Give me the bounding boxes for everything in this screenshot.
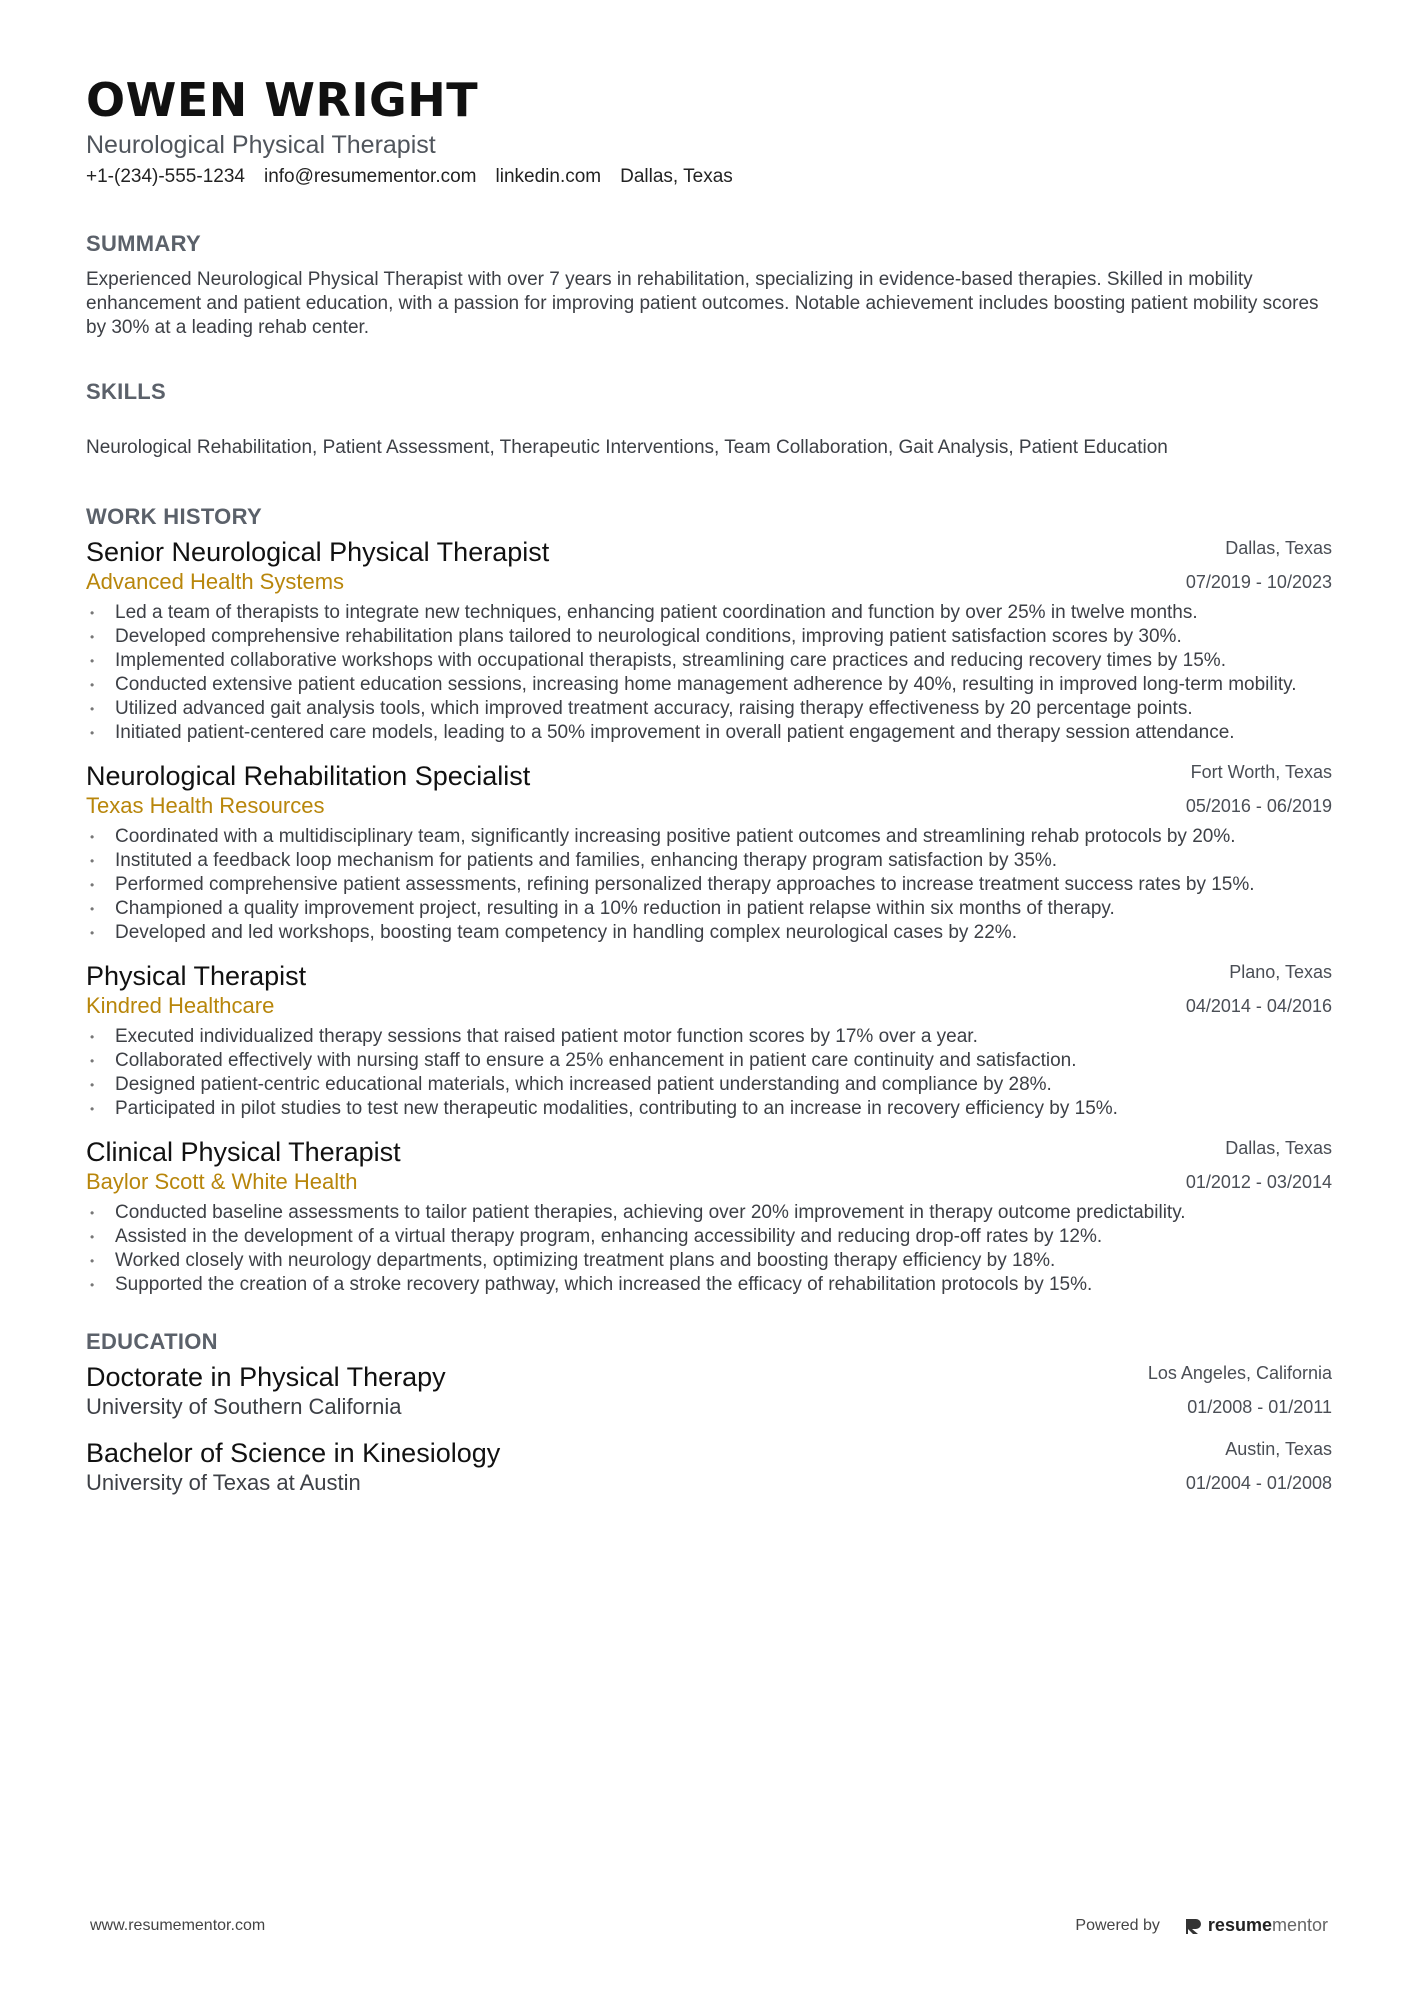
skills-section (86, 378, 1332, 460)
job-dates: 01/2012 - 03/2014 (1185, 1172, 1332, 1192)
candidate-name: OWEN WRIGHT (86, 73, 479, 127)
education-school: University of Texas at Austin (86, 1470, 361, 1495)
page-footer (90, 1915, 1328, 1936)
brand-name-bold: resume (1207, 1915, 1272, 1935)
job-company: Advanced Health Systems (86, 569, 345, 594)
section-title-summary: SUMMARY (86, 231, 201, 256)
job-bullet: • Conducted baseline assessments to tailor patient therapies, achieving over 20% improvement in therapy outcome predictability. (86, 1201, 1332, 1225)
contact-line (86, 164, 1332, 190)
job-title: Physical Therapist (86, 961, 307, 991)
job-bullet-list (86, 1201, 1332, 1297)
job-entry (86, 1135, 1332, 1297)
section-title-work: WORK HISTORY (86, 504, 262, 529)
education-entry (86, 1360, 1332, 1420)
footer-website[interactable]: www.resumementor.com (90, 1916, 266, 1934)
job-entry (86, 535, 1332, 745)
job-location: Dallas, Texas (1225, 1138, 1332, 1158)
job-bullet: • Initiated patient-centered care models, leading to a 50% improvement in overall patient engagement and therapy session attendance. (86, 721, 1332, 745)
job-header-row (86, 959, 1332, 993)
job-company-row (86, 1169, 1332, 1195)
job-company: Texas Health Resources (86, 793, 325, 818)
job-bullet: • Developed and led workshops, boosting team competency in handling complex neurological cases by 22%. (86, 921, 1332, 945)
contact-phone: +1-(234)-555-1234 (86, 166, 245, 187)
job-bullet: • Collaborated effectively with nursing staff to ensure a 25% enhancement in patient care continuity and satisfaction. (86, 1049, 1332, 1073)
job-bullet: • Instituted a feedback loop mechanism for patients and families, enhancing therapy program satisfaction by 35%. (86, 849, 1332, 873)
education-school: University of Southern California (86, 1394, 402, 1419)
job-company-row (86, 569, 1332, 595)
job-bullet: • Championed a quality improvement project, resulting in a 10% reduction in patient relapse within six months of therapy. (86, 897, 1332, 921)
job-bullet: • Executed individualized therapy sessions that raised patient motor function scores by 17% over a year. (86, 1025, 1332, 1049)
job-header-row (86, 759, 1332, 793)
education-degree: Doctorate in Physical Therapy (86, 1362, 446, 1392)
job-bullet: • Developed comprehensive rehabilitation plans tailored to neurological conditions, improving patient satisfaction scores by 30%. (86, 625, 1332, 649)
education-dates: 01/2008 - 01/2011 (1187, 1397, 1332, 1417)
resume-header (86, 72, 1332, 190)
resumementor-logo-icon (1184, 1917, 1202, 1935)
job-bullet: • Conducted extensive patient education sessions, increasing home management adherence by 40%, resulting in improved long-term mobility. (86, 673, 1332, 697)
education-entry (86, 1436, 1332, 1496)
contact-linkedin[interactable]: linkedin.com (495, 166, 602, 187)
job-company-row (86, 793, 1332, 819)
job-header-row (86, 1135, 1332, 1169)
job-entry (86, 959, 1332, 1121)
job-bullet: • Participated in pilot studies to test new therapeutic modalities, contributing to an increase in recovery efficiency by 15%. (86, 1097, 1332, 1121)
section-title-skills: SKILLS (86, 379, 167, 404)
summary-text: Experienced Neurological Physical Therapist with over 7 years in rehabilitation, specializing in evidence-based therapies. Skilled in mobility enhancement and patient education, with a passion for improving patient outcomes. Notable achievement includes boosting patient mobility scores by 30% at a leading rehab center. (86, 269, 1319, 338)
job-dates: 07/2019 - 10/2023 (1185, 572, 1332, 592)
job-title: Clinical Physical Therapist (86, 1137, 401, 1167)
education-location: Austin, Texas (1225, 1439, 1332, 1459)
education-location: Los Angeles, California (1147, 1363, 1332, 1383)
contact-location: Dallas, Texas (620, 166, 733, 187)
job-list (86, 535, 1332, 1297)
job-bullet: • Worked closely with neurology departments, optimizing treatment plans and boosting therapy efficiency by 18%. (86, 1249, 1332, 1273)
education-header-row (86, 1436, 1332, 1470)
resume-page (86, 72, 1332, 1496)
job-bullet: • Utilized advanced gait analysis tools, which improved treatment accuracy, raising therapy effectiveness by 20 percentage points. (86, 697, 1332, 721)
work-history-section (86, 503, 1332, 1297)
job-bullet: • Led a team of therapists to integrate new techniques, enhancing patient coordination and function by over 25% in twelve months. (86, 601, 1332, 625)
job-bullet: • Supported the creation of a stroke recovery pathway, which increased the efficacy of rehabilitation protocols by 15%. (86, 1273, 1332, 1297)
brand-name-light: mentor (1271, 1915, 1328, 1935)
section-title-education: EDUCATION (86, 1329, 218, 1354)
brand-logo[interactable] (1184, 1915, 1328, 1936)
job-location: Plano, Texas (1229, 962, 1332, 982)
job-bullet: • Implemented collaborative workshops with occupational therapists, streamlining care practices and reducing recovery times by 15%. (86, 649, 1332, 673)
job-header-row (86, 535, 1332, 569)
contact-email[interactable]: info@resumementor.com (263, 166, 477, 187)
job-bullet-list (86, 1025, 1332, 1121)
job-location: Fort Worth, Texas (1190, 762, 1332, 782)
job-entry (86, 759, 1332, 945)
job-bullet: • Designed patient-centric educational materials, which increased patient understanding and compliance by 28%. (86, 1073, 1332, 1097)
candidate-headline: Neurological Physical Therapist (86, 131, 436, 159)
job-company: Kindred Healthcare (86, 993, 275, 1018)
job-bullet-list (86, 601, 1332, 745)
job-dates: 05/2016 - 06/2019 (1185, 796, 1332, 816)
job-title: Neurological Rehabilitation Specialist (86, 761, 531, 791)
job-company: Baylor Scott & White Health (86, 1169, 358, 1194)
education-dates: 01/2004 - 01/2008 (1185, 1473, 1332, 1493)
education-school-row (86, 1394, 1332, 1420)
education-header-row (86, 1360, 1332, 1394)
job-location: Dallas, Texas (1225, 538, 1332, 558)
job-company-row (86, 993, 1332, 1019)
job-bullet: • Assisted in the development of a virtual therapy program, enhancing accessibility and reducing drop-off rates by 12%. (86, 1225, 1332, 1249)
job-dates: 04/2014 - 04/2016 (1185, 996, 1332, 1016)
education-section (86, 1328, 1332, 1496)
job-title: Senior Neurological Physical Therapist (86, 537, 550, 567)
job-bullet-list (86, 825, 1332, 945)
education-degree: Bachelor of Science in Kinesiology (86, 1438, 501, 1468)
education-school-row (86, 1470, 1332, 1496)
powered-by (1075, 1915, 1328, 1936)
education-list (86, 1360, 1332, 1496)
job-bullet: • Performed comprehensive patient assessments, refining personalized therapy approaches to increase treatment success rates by 15%. (86, 873, 1332, 897)
skills-text: Neurological Rehabilitation, Patient Assessment, Therapeutic Interventions, Team Collaboration, Gait Analysis, Patient Education (86, 437, 1168, 458)
job-bullet: • Coordinated with a multidisciplinary team, significantly increasing positive patient outcomes and streamlining rehab protocols by 20%. (86, 825, 1332, 849)
summary-section (86, 230, 1332, 340)
powered-by-label: Powered by (1075, 1916, 1160, 1934)
